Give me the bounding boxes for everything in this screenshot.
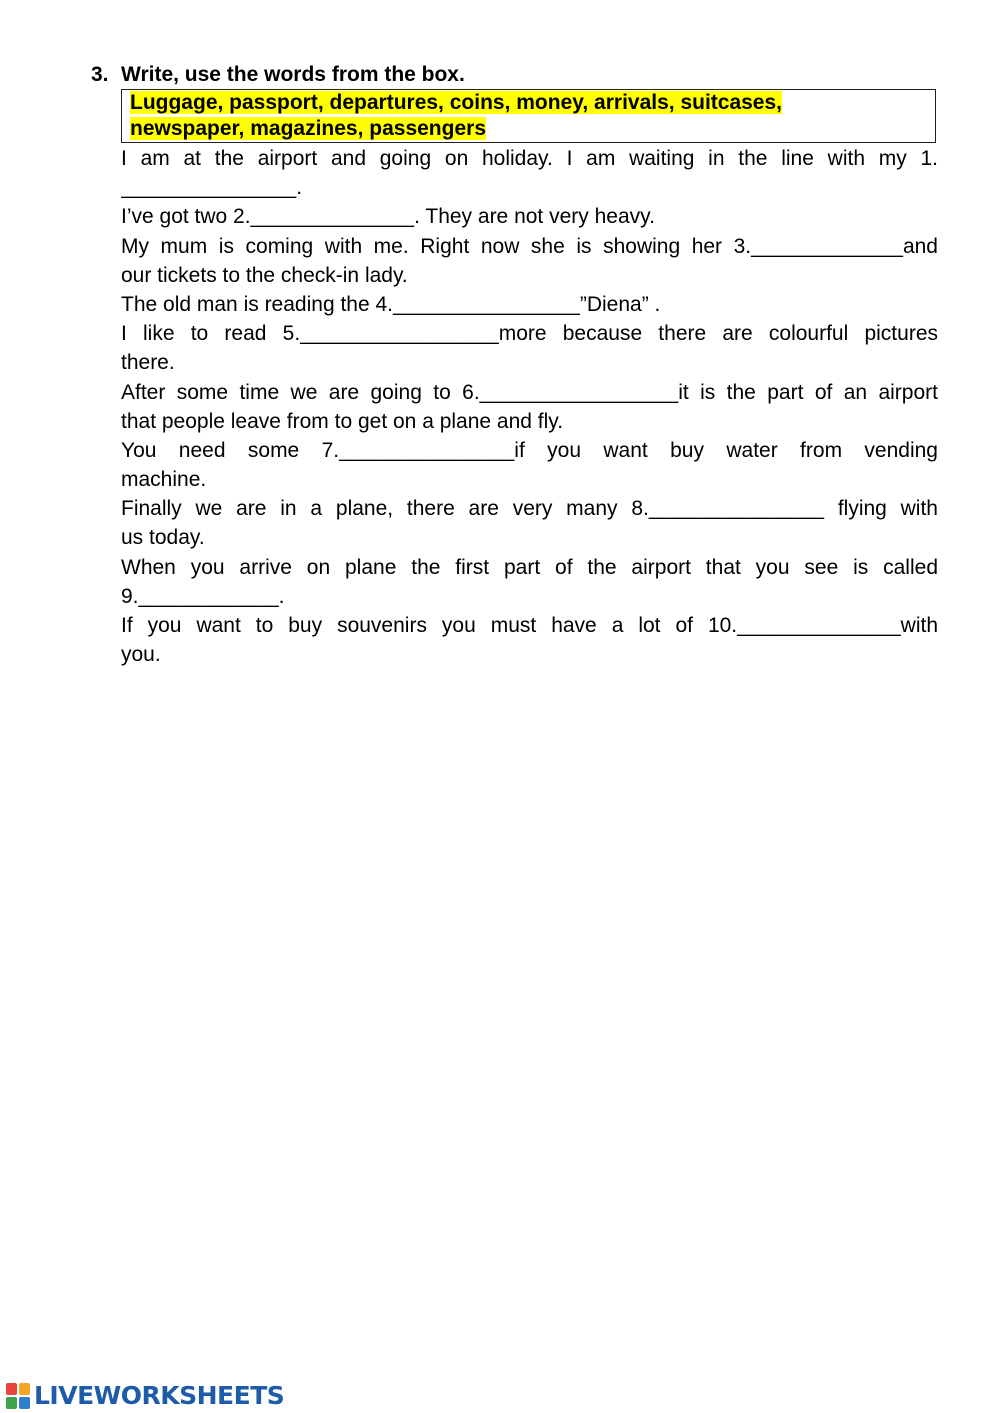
word-list-highlight: Luggage, passport, departures, coins, money, arrivals, suitcases, [130,91,783,114]
text-line: machine. [121,468,207,492]
word-box-line [130,90,927,116]
text-line: When you arrive on plane the first part of the airport that you see is called [121,555,938,579]
text-line: you. [121,643,161,667]
exercise-number: 3. [91,63,109,86]
text-line: I am at the airport and going on holiday. I am waiting in the line with my 1. [121,147,938,170]
text-line: My mum is coming with me. Right now she is showing her 3._____________and [121,234,938,258]
text-line: _______________. [121,176,303,200]
logo-square-green [6,1397,17,1409]
text-line: Finally we are in a plane, there are very many 8._______________ flying with [121,497,938,521]
word-box-line [130,116,927,142]
text-line: If you want to buy souvenirs you must have a lot of 10.______________with [121,614,938,637]
text-line: 9.____________. [121,584,285,608]
word-box [121,89,936,143]
text-line: After some time we are going to 6._________________it is the part of an airport [121,380,938,404]
text-line: our tickets to the check-in lady. [121,263,408,287]
text-line: The old man is reading the 4.________________”Diena” . [121,292,661,316]
brand-name: LIVEWORKSHEETS [34,1381,285,1410]
exercise-heading [91,60,465,89]
text-line: You need some 7._______________if you want buy water from vending [121,438,938,462]
text-line: there. [121,351,175,375]
text-line: us today. [121,526,205,550]
liveworksheets-logo [6,1380,284,1412]
logo-square-red [6,1383,17,1395]
text-line: I’ve got two 2.______________. They are not very heavy. [121,205,655,229]
text-line: that people leave from to get on a plane and fly. [121,409,564,433]
text-line: I like to read 5._________________more because there are colourful pictures [121,322,938,346]
logo-square-blue [19,1397,30,1409]
exercise-instruction: Write, use the words from the box. [121,63,465,86]
word-list-highlight: newspaper, magazines, passengers [130,117,486,140]
liveworksheets-logo-icon [6,1383,30,1409]
logo-square-orange [19,1383,30,1395]
exercise-text [121,144,938,669]
